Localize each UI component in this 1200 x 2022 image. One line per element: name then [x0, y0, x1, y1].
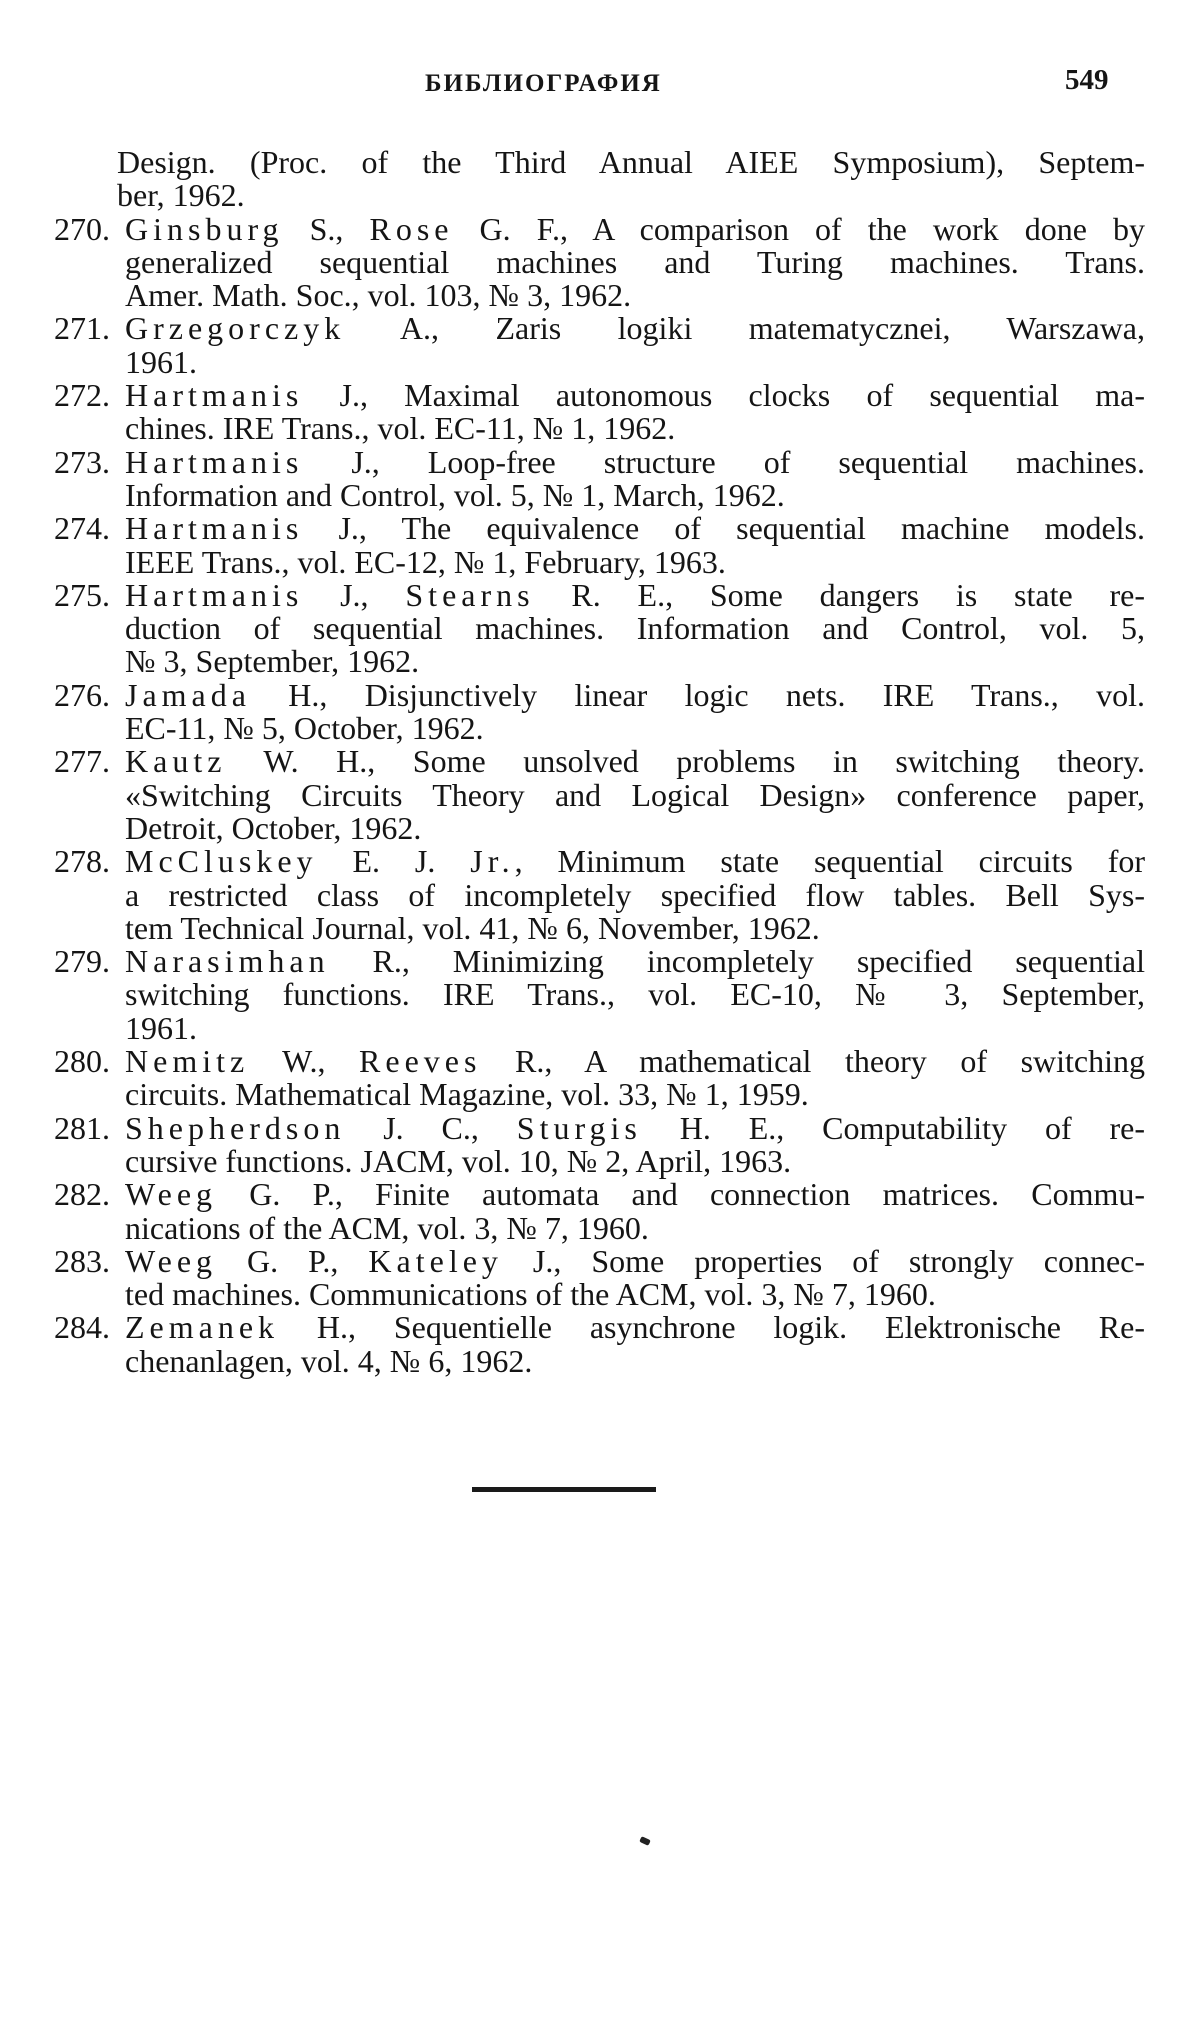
bibliography-entry-281	[0, 1109, 1146, 1179]
entry-text: cursive functions. JACM, vol. 10, № 2, April, 1963.	[125, 1142, 792, 1179]
entry-line: Design. (Proc. of the Third Annual AIEE Symposium), Septem-	[117, 144, 1145, 180]
bibliography-entry-274	[0, 512, 1145, 579]
author-surname: Weeg	[125, 1176, 218, 1213]
entry-number: 273.	[54, 443, 110, 480]
author-surname: Jamada	[125, 676, 251, 713]
author-surname: Weeg	[125, 1242, 218, 1279]
bibliography-entry-273	[0, 443, 1145, 513]
entry-line	[125, 576, 1146, 613]
bibliography-entry-270	[0, 210, 1146, 314]
entry-text: G. F., A comparison of the work done by	[453, 210, 1146, 247]
entry-text: chenanlagen, vol. 4, № 6, 1962.	[125, 1342, 533, 1379]
author-surname: Hartmanis	[125, 443, 304, 480]
entry-text: Information and Control, vol. 5, № 1, March, 1962.	[125, 476, 785, 513]
entry-text: 1961.	[125, 343, 197, 380]
entry-line	[125, 1278, 1145, 1311]
entry-line	[125, 412, 1145, 445]
bibliography-entry-continuation	[0, 146, 1145, 213]
entry-line	[125, 945, 1145, 978]
entry-text: R., A mathematical theory of switching	[481, 1043, 1146, 1080]
bibliography-entry-284	[0, 1311, 1145, 1378]
bibliography-entry-272	[0, 379, 1145, 446]
entry-text: chines. IRE Trans., vol. EC-11, № 1, 1962.	[125, 410, 676, 447]
author-surname: Rose	[369, 210, 454, 247]
entry-line	[125, 876, 1145, 913]
entry-number: 270.	[54, 210, 110, 247]
entry-line	[125, 776, 1145, 813]
entry-text: H., Sequentielle asynchrone logik. Elektronische Re-	[279, 1309, 1145, 1346]
bibliography-entry-271	[0, 312, 1145, 379]
entry-number: 271.	[54, 310, 110, 347]
entry-line	[125, 645, 1145, 678]
bibliography-entry-276	[0, 676, 1145, 747]
author-surname: Sturgis	[516, 1109, 642, 1146]
author-surname: Hartmanis	[125, 576, 304, 613]
author-surname: Zemanek	[125, 1309, 280, 1346]
entry-line	[125, 1311, 1145, 1344]
entry-line	[125, 343, 1145, 380]
entry-text: J. C.,	[345, 1109, 517, 1146]
author-surname: Hartmanis	[125, 377, 304, 414]
entry-line	[125, 312, 1145, 345]
entry-text: generalized sequential machines and Turing machines. Trans.	[125, 243, 1145, 280]
author-surname: Ginsburg	[125, 210, 284, 247]
author-surname: Kautz	[125, 743, 227, 780]
entry-text: Detroit, October, 1962.	[125, 809, 422, 846]
entry-text: J., Maximal autonomous clocks of sequential ma-	[303, 377, 1145, 414]
page-number: 549	[1065, 64, 1109, 96]
entry-text: W.,	[249, 1043, 360, 1080]
entry-number: 284.	[54, 1309, 110, 1346]
entry-number: 280.	[54, 1043, 110, 1080]
entry-line	[125, 543, 1145, 580]
entry-line	[125, 676, 1145, 713]
entry-text: ted machines. Communications of the ACM, vol. 3, № 7, 1960.	[125, 1276, 936, 1313]
entry-line	[125, 1078, 1145, 1111]
entry-line	[125, 712, 1145, 745]
end-rule-divider	[472, 1487, 656, 1492]
entry-text: a restricted class of incompletely specified flow tables. Bell Sys-	[125, 876, 1145, 913]
author-surname: Narasimhan	[125, 943, 330, 980]
entry-text: circuits. Mathematical Magazine, vol. 33, № 1, 1959.	[125, 1076, 809, 1113]
bibliography-list	[0, 146, 1200, 1378]
entry-text: G. P.,	[217, 1242, 369, 1279]
entry-line	[125, 909, 1145, 946]
author-surname: Jr.	[470, 843, 515, 880]
entry-line	[125, 379, 1145, 412]
author-surname: Shepherdson	[125, 1109, 346, 1146]
entry-line	[125, 809, 1145, 846]
entry-line	[125, 1242, 1146, 1279]
entry-line: ber, 1962.	[117, 177, 245, 214]
entry-text: J.,	[303, 576, 406, 613]
entry-line	[125, 978, 1145, 1011]
entry-line	[125, 1109, 1146, 1146]
bibliography-entry-275	[0, 576, 1146, 680]
entry-line	[125, 745, 1145, 778]
entry-number: 282.	[54, 1176, 110, 1213]
entry-text: IEEE Trans., vol. EC-12, № 1, February, 1963.	[125, 543, 726, 580]
bibliography-entry-283	[0, 1242, 1146, 1313]
entry-text: H. E., Computability of re-	[641, 1109, 1146, 1146]
entry-line	[125, 476, 1145, 513]
entry-text: nications of the ACM, vol. 3, № 7, 1960.	[125, 1209, 649, 1246]
entry-number: 276.	[54, 676, 110, 713]
author-surname: Hartmanis	[125, 510, 304, 547]
entry-text: A., Zaris logiki matematycznei, Warszawa,	[345, 310, 1145, 347]
entry-text: J., The equivalence of sequential machine models.	[303, 510, 1145, 547]
entry-line	[125, 845, 1145, 878]
entry-line	[125, 279, 1145, 312]
entry-line	[125, 443, 1145, 480]
entry-number: 278.	[54, 843, 110, 880]
entry-text: switching functions. IRE Trans., vol. EC-10, № 3, September,	[125, 976, 1145, 1013]
entry-text: tem Technical Journal, vol. 41, № 6, November, 1962.	[125, 909, 820, 946]
entry-text: , Minimum state sequential circuits for	[514, 843, 1146, 880]
entry-text: J., Some properties of strongly connec-	[502, 1242, 1146, 1279]
author-surname: Kateley	[368, 1242, 503, 1279]
entry-text: R. E., Some dangers is state re-	[534, 576, 1146, 613]
entry-line	[125, 1209, 1145, 1246]
author-surname: Nemitz	[125, 1043, 250, 1080]
entry-line	[125, 210, 1146, 247]
entry-number: 277.	[54, 743, 110, 780]
entry-text: Amer. Math. Soc., vol. 103, № 3, 1962.	[125, 277, 632, 314]
entry-line	[125, 1142, 1145, 1179]
entry-number: 275.	[54, 576, 110, 613]
entry-number: 274.	[54, 510, 110, 547]
author-surname: McCluskey	[125, 843, 318, 880]
bibliography-entry-277	[0, 745, 1145, 845]
author-surname: Reeves	[359, 1043, 482, 1080]
bibliography-entry-279	[0, 945, 1145, 1045]
running-head	[0, 64, 1200, 110]
entry-text: EC-11, № 5, October, 1962.	[125, 710, 484, 747]
entry-line	[125, 1178, 1145, 1211]
bibliography-entry-280	[0, 1045, 1145, 1112]
entry-text: duction of sequential machines. Information and Control, vol. 5,	[125, 610, 1145, 647]
entry-line	[125, 1342, 1145, 1379]
entry-text: H., Disjunctively linear logic nets. IRE Trans., vol.	[250, 676, 1145, 713]
entry-text: S.,	[283, 210, 370, 247]
entry-number: 272.	[54, 377, 110, 414]
entry-number: 279.	[54, 943, 110, 980]
entry-text: 1961.	[125, 1009, 197, 1046]
entry-text: E. J.	[317, 843, 471, 880]
bibliography-entry-282	[0, 1178, 1145, 1245]
entry-line	[125, 1045, 1145, 1078]
bibliography-entry-278	[0, 845, 1145, 945]
entry-line	[125, 512, 1145, 545]
entry-line	[125, 612, 1145, 645]
author-surname: Stearns	[405, 576, 535, 613]
entry-line	[125, 243, 1145, 280]
entry-text: G. P., Finite automata and connection matrices. Commu-	[217, 1176, 1145, 1213]
entry-number: 283.	[54, 1242, 110, 1279]
entry-text: W. H., Some unsolved problems in switching theory.	[226, 743, 1145, 780]
entry-line	[125, 1009, 1145, 1046]
entry-number: 281.	[54, 1109, 110, 1146]
entry-text: J., Loop-free structure of sequential machines.	[303, 443, 1145, 480]
print-smudge-mark	[639, 1836, 651, 1846]
entry-text: «Switching Circuits Theory and Logical Design» conference paper,	[125, 776, 1145, 813]
entry-text: № 3, September, 1962.	[125, 643, 420, 680]
entry-text: R., Minimizing incompletely specified sequential	[329, 943, 1145, 980]
running-head-title: БИБЛИОГРАФИЯ	[425, 70, 662, 97]
author-surname: Grzegorczyk	[125, 310, 346, 347]
